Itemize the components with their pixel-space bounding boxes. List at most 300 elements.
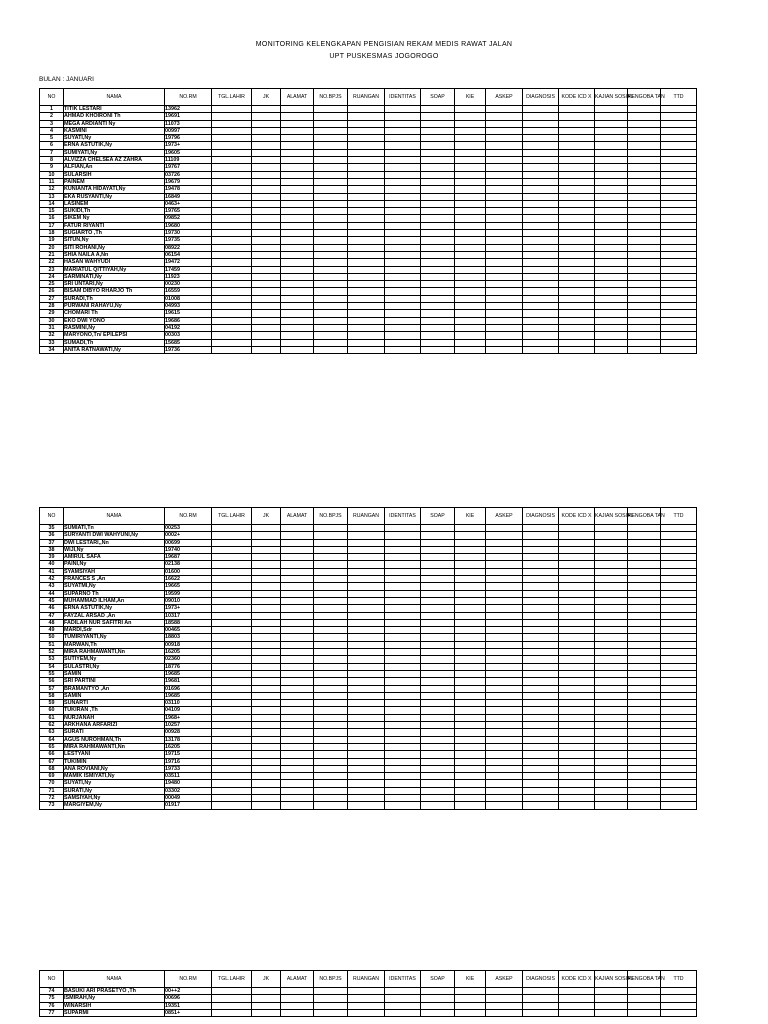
- check-cell: [348, 200, 385, 207]
- check-cell: [348, 171, 385, 178]
- check-cell: [628, 339, 661, 346]
- patient-name: WIJI,Ny: [64, 546, 165, 553]
- check-cell: [212, 707, 252, 714]
- check-cell: [523, 685, 559, 692]
- check-cell: [212, 266, 252, 273]
- patient-name: DWI LESTARI,,Nn: [64, 539, 165, 546]
- check-cell: [421, 251, 455, 258]
- check-cell: [348, 346, 385, 353]
- row-number: 46: [40, 605, 64, 612]
- check-cell: [252, 157, 281, 164]
- check-cell: [252, 259, 281, 266]
- check-cell: [212, 346, 252, 353]
- check-cell: [385, 317, 421, 324]
- check-cell: [348, 113, 385, 120]
- table-row: [40, 525, 697, 532]
- row-number: 54: [40, 663, 64, 670]
- medical-record-number: 16559: [165, 288, 212, 295]
- check-cell: [281, 751, 314, 758]
- check-cell: [212, 288, 252, 295]
- check-cell: [252, 193, 281, 200]
- check-cell: [523, 157, 559, 164]
- check-cell: [455, 164, 486, 171]
- row-number: 38: [40, 546, 64, 553]
- check-cell: [628, 127, 661, 134]
- check-cell: [385, 554, 421, 561]
- check-cell: [421, 339, 455, 346]
- check-cell: [252, 700, 281, 707]
- check-cell: [421, 576, 455, 583]
- check-cell: [523, 612, 559, 619]
- row-number: 8: [40, 157, 64, 164]
- check-cell: [559, 324, 595, 331]
- table-row: [40, 113, 697, 120]
- check-cell: [252, 346, 281, 353]
- medical-record-number: 19740: [165, 546, 212, 553]
- patient-name: SUTIYEM,Ny: [64, 656, 165, 663]
- check-cell: [628, 627, 661, 634]
- check-cell: [281, 324, 314, 331]
- check-cell: [348, 525, 385, 532]
- check-cell: [455, 612, 486, 619]
- medical-record-number: 18588: [165, 619, 212, 626]
- row-number: 5: [40, 135, 64, 142]
- check-cell: [523, 208, 559, 215]
- check-cell: [314, 641, 348, 648]
- patient-name: MEGA ARDIANTI Ny: [64, 120, 165, 127]
- check-cell: [559, 532, 595, 539]
- check-cell: [628, 780, 661, 787]
- check-cell: [661, 612, 697, 619]
- check-cell: [212, 281, 252, 288]
- check-cell: [595, 281, 628, 288]
- check-cell: [421, 568, 455, 575]
- patient-name: MARGIYEM,Ny: [64, 802, 165, 809]
- check-cell: [559, 273, 595, 280]
- column-header: NO: [40, 971, 64, 988]
- check-cell: [281, 780, 314, 787]
- check-cell: [628, 605, 661, 612]
- check-cell: [661, 251, 697, 258]
- check-cell: [385, 164, 421, 171]
- check-cell: [661, 656, 697, 663]
- check-cell: [628, 787, 661, 794]
- check-cell: [486, 568, 523, 575]
- check-cell: [385, 656, 421, 663]
- check-cell: [212, 758, 252, 765]
- check-cell: [281, 525, 314, 532]
- check-cell: [486, 113, 523, 120]
- check-cell: [559, 794, 595, 801]
- check-cell: [661, 627, 697, 634]
- check-cell: [523, 619, 559, 626]
- check-cell: [281, 554, 314, 561]
- check-cell: [628, 722, 661, 729]
- check-cell: [348, 164, 385, 171]
- check-cell: [595, 288, 628, 295]
- check-cell: [661, 142, 697, 149]
- check-cell: [595, 171, 628, 178]
- check-cell: [661, 685, 697, 692]
- check-cell: [314, 627, 348, 634]
- check-cell: [595, 605, 628, 612]
- patient-name: TUKIRAN ,Th: [64, 707, 165, 714]
- check-cell: [421, 142, 455, 149]
- check-cell: [281, 539, 314, 546]
- check-cell: [281, 186, 314, 193]
- check-cell: [486, 1002, 523, 1009]
- check-cell: [281, 251, 314, 258]
- check-cell: [421, 663, 455, 670]
- patient-name: MAMIK ISMIYATI,Ny: [64, 773, 165, 780]
- check-cell: [523, 120, 559, 127]
- check-cell: [385, 561, 421, 568]
- patient-name: LASINEM: [64, 200, 165, 207]
- row-number: 52: [40, 649, 64, 656]
- check-cell: [595, 525, 628, 532]
- check-cell: [212, 525, 252, 532]
- check-cell: [212, 208, 252, 215]
- medical-record-number: 01008: [165, 295, 212, 302]
- medical-record-number: 04993: [165, 303, 212, 310]
- row-number: 16: [40, 215, 64, 222]
- patient-name: SUPARNO Th: [64, 590, 165, 597]
- check-cell: [455, 324, 486, 331]
- patient-name: AMIRUL SAFA: [64, 554, 165, 561]
- table-row: [40, 230, 697, 237]
- check-cell: [314, 135, 348, 142]
- check-cell: [661, 303, 697, 310]
- check-cell: [385, 288, 421, 295]
- check-cell: [348, 802, 385, 809]
- check-cell: [628, 700, 661, 707]
- row-number: 14: [40, 200, 64, 207]
- check-cell: [486, 295, 523, 302]
- check-cell: [559, 700, 595, 707]
- check-cell: [281, 208, 314, 215]
- check-cell: [212, 597, 252, 604]
- column-header: ASKEP: [486, 971, 523, 988]
- table-row: [40, 568, 697, 575]
- check-cell: [486, 525, 523, 532]
- patient-name: ANITA RATNAWATI,Ny: [64, 346, 165, 353]
- check-cell: [628, 288, 661, 295]
- check-cell: [385, 208, 421, 215]
- check-cell: [348, 692, 385, 699]
- check-cell: [252, 765, 281, 772]
- check-cell: [595, 692, 628, 699]
- check-cell: [348, 142, 385, 149]
- patient-name: TITIK LESTARI: [64, 106, 165, 113]
- check-cell: [348, 568, 385, 575]
- check-cell: [385, 714, 421, 721]
- check-cell: [486, 656, 523, 663]
- check-cell: [523, 758, 559, 765]
- check-cell: [212, 1002, 252, 1009]
- check-cell: [281, 722, 314, 729]
- row-number: 50: [40, 634, 64, 641]
- row-number: 30: [40, 317, 64, 324]
- check-cell: [595, 583, 628, 590]
- check-cell: [628, 641, 661, 648]
- check-cell: [281, 237, 314, 244]
- check-cell: [314, 561, 348, 568]
- check-cell: [252, 295, 281, 302]
- row-number: 27: [40, 295, 64, 302]
- check-cell: [486, 281, 523, 288]
- check-cell: [421, 729, 455, 736]
- row-number: 67: [40, 758, 64, 765]
- check-cell: [212, 273, 252, 280]
- column-header: SOAP: [421, 971, 455, 988]
- table-row: [40, 590, 697, 597]
- check-cell: [252, 758, 281, 765]
- check-cell: [314, 634, 348, 641]
- check-cell: [455, 266, 486, 273]
- check-cell: [212, 303, 252, 310]
- check-cell: [628, 346, 661, 353]
- check-cell: [486, 157, 523, 164]
- patient-name: TUMIRIYANTI,Ny: [64, 634, 165, 641]
- check-cell: [628, 324, 661, 331]
- check-cell: [523, 743, 559, 750]
- check-cell: [628, 670, 661, 677]
- check-cell: [252, 332, 281, 339]
- check-cell: [661, 605, 697, 612]
- check-cell: [348, 324, 385, 331]
- check-cell: [628, 178, 661, 185]
- check-cell: [252, 634, 281, 641]
- medical-record-number: 19472: [165, 259, 212, 266]
- check-cell: [314, 794, 348, 801]
- check-cell: [314, 164, 348, 171]
- table-row: [40, 649, 697, 656]
- row-number: 76: [40, 1002, 64, 1009]
- check-cell: [421, 561, 455, 568]
- check-cell: [628, 561, 661, 568]
- row-number: 61: [40, 714, 64, 721]
- check-cell: [595, 656, 628, 663]
- table-row: [40, 765, 697, 772]
- patient-name: RASMINI,Ny: [64, 324, 165, 331]
- check-cell: [455, 619, 486, 626]
- medical-record-number: 19480: [165, 780, 212, 787]
- row-number: 35: [40, 525, 64, 532]
- medical-record-number: 03302: [165, 787, 212, 794]
- check-cell: [348, 605, 385, 612]
- check-cell: [385, 259, 421, 266]
- column-header: NO.RM: [165, 508, 212, 525]
- check-cell: [455, 649, 486, 656]
- check-cell: [348, 281, 385, 288]
- check-cell: [661, 576, 697, 583]
- check-cell: [523, 597, 559, 604]
- column-header: TGL.LAHIR: [212, 89, 252, 106]
- check-cell: [348, 332, 385, 339]
- check-cell: [314, 597, 348, 604]
- table-row: [40, 208, 697, 215]
- check-cell: [559, 743, 595, 750]
- check-cell: [661, 995, 697, 1002]
- column-header: ALAMAT: [281, 508, 314, 525]
- check-cell: [348, 127, 385, 134]
- check-cell: [559, 736, 595, 743]
- column-header: TGL.LAHIR: [212, 508, 252, 525]
- check-cell: [252, 988, 281, 995]
- check-cell: [559, 106, 595, 113]
- table-row: [40, 634, 697, 641]
- check-cell: [523, 700, 559, 707]
- medical-record-number: 03110: [165, 700, 212, 707]
- check-cell: [595, 230, 628, 237]
- check-cell: [281, 346, 314, 353]
- table-row: [40, 346, 697, 353]
- check-cell: [559, 773, 595, 780]
- check-cell: [252, 303, 281, 310]
- check-cell: [523, 692, 559, 699]
- check-cell: [661, 157, 697, 164]
- medical-record-number: 00303: [165, 332, 212, 339]
- check-cell: [628, 317, 661, 324]
- patient-name: SIKEM Ny: [64, 215, 165, 222]
- check-cell: [559, 576, 595, 583]
- check-cell: [212, 106, 252, 113]
- check-cell: [252, 583, 281, 590]
- check-cell: [523, 142, 559, 149]
- table-row: [40, 714, 697, 721]
- patient-name: ALVIZZA CHELSEA AZ ZAHRA: [64, 157, 165, 164]
- table-row: [40, 627, 697, 634]
- check-cell: [486, 200, 523, 207]
- check-cell: [252, 215, 281, 222]
- check-cell: [523, 561, 559, 568]
- column-header: KIE: [455, 508, 486, 525]
- check-cell: [486, 773, 523, 780]
- check-cell: [314, 700, 348, 707]
- table-row: [40, 700, 697, 707]
- check-cell: [486, 736, 523, 743]
- check-cell: [455, 532, 486, 539]
- check-cell: [486, 678, 523, 685]
- check-cell: [252, 707, 281, 714]
- check-cell: [421, 743, 455, 750]
- check-cell: [455, 1002, 486, 1009]
- check-cell: [595, 339, 628, 346]
- check-cell: [559, 641, 595, 648]
- medical-record-number: 19730: [165, 230, 212, 237]
- check-cell: [348, 561, 385, 568]
- row-number: 69: [40, 773, 64, 780]
- check-cell: [523, 135, 559, 142]
- check-cell: [281, 546, 314, 553]
- table-row: [40, 142, 697, 149]
- check-cell: [314, 339, 348, 346]
- check-cell: [595, 773, 628, 780]
- check-cell: [559, 722, 595, 729]
- medical-record-number: 00918: [165, 641, 212, 648]
- check-cell: [486, 208, 523, 215]
- check-cell: [486, 619, 523, 626]
- check-cell: [455, 802, 486, 809]
- column-header: NO: [40, 89, 64, 106]
- check-cell: [421, 714, 455, 721]
- check-cell: [523, 178, 559, 185]
- check-cell: [252, 525, 281, 532]
- table-row: [40, 729, 697, 736]
- check-cell: [421, 794, 455, 801]
- check-cell: [421, 546, 455, 553]
- check-cell: [281, 259, 314, 266]
- check-cell: [421, 758, 455, 765]
- check-cell: [455, 554, 486, 561]
- check-cell: [252, 729, 281, 736]
- check-cell: [314, 546, 348, 553]
- check-cell: [559, 259, 595, 266]
- check-cell: [421, 310, 455, 317]
- row-number: 28: [40, 303, 64, 310]
- check-cell: [348, 634, 385, 641]
- check-cell: [348, 149, 385, 156]
- check-cell: [661, 743, 697, 750]
- check-cell: [559, 765, 595, 772]
- check-cell: [595, 663, 628, 670]
- check-cell: [252, 539, 281, 546]
- check-cell: [281, 157, 314, 164]
- table-row: [40, 561, 697, 568]
- check-cell: [348, 583, 385, 590]
- check-cell: [661, 736, 697, 743]
- check-cell: [252, 532, 281, 539]
- check-cell: [212, 649, 252, 656]
- check-cell: [421, 722, 455, 729]
- check-cell: [661, 324, 697, 331]
- check-cell: [559, 142, 595, 149]
- check-cell: [281, 627, 314, 634]
- check-cell: [486, 120, 523, 127]
- check-cell: [628, 193, 661, 200]
- medical-record-number: 01696: [165, 685, 212, 692]
- column-header: NO.RM: [165, 89, 212, 106]
- medical-record-number: 13178: [165, 736, 212, 743]
- check-cell: [628, 281, 661, 288]
- monitoring-table-2: [39, 507, 697, 810]
- table-row: [40, 612, 697, 619]
- check-cell: [281, 678, 314, 685]
- check-cell: [212, 317, 252, 324]
- row-number: 17: [40, 222, 64, 229]
- check-cell: [595, 266, 628, 273]
- patient-name: SUMIYATI,Ny: [64, 149, 165, 156]
- check-cell: [385, 641, 421, 648]
- check-cell: [314, 554, 348, 561]
- table-row: [40, 332, 697, 339]
- check-cell: [486, 244, 523, 251]
- check-cell: [628, 590, 661, 597]
- check-cell: [348, 237, 385, 244]
- check-cell: [314, 310, 348, 317]
- check-cell: [212, 339, 252, 346]
- check-cell: [385, 780, 421, 787]
- check-cell: [212, 773, 252, 780]
- check-cell: [661, 554, 697, 561]
- check-cell: [523, 605, 559, 612]
- check-cell: [595, 193, 628, 200]
- check-cell: [523, 780, 559, 787]
- check-cell: [252, 113, 281, 120]
- check-cell: [595, 113, 628, 120]
- check-cell: [212, 627, 252, 634]
- check-cell: [385, 281, 421, 288]
